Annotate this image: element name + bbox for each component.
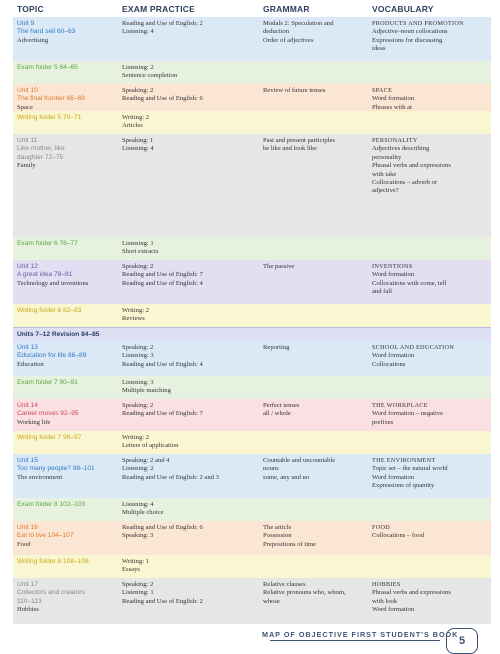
table-row [13, 399, 491, 431]
exam-practice-cell: Writing: 2 Articles [122, 114, 150, 130]
vocabulary-items: Word formation Phrases with at [372, 95, 415, 111]
topic-title: Unit 14 Career moves 92–95 [17, 402, 79, 418]
vocabulary-cell [372, 402, 490, 427]
exam-practice-cell: Listening: 3 Multiple matching [122, 379, 171, 395]
exam-practice-cell: Speaking: 2 Reading and Use of English: 6 [122, 87, 203, 103]
table-row [13, 84, 491, 111]
topic-title: Writing folder 8 108–109 [17, 558, 89, 565]
table-row [13, 134, 491, 237]
page-number: 5 [446, 628, 478, 654]
topic-subtitle: The environment [17, 473, 63, 481]
vocabulary-cell [372, 524, 490, 541]
topic-title: Unit 11 Like mother, like daughter 72–75 [17, 137, 65, 161]
exam-practice-cell: Speaking: 2 Listening: 1 Reading and Use of English: 2 [122, 581, 203, 605]
topic-title: Unit 16 Eat to live 104–107 [17, 524, 74, 540]
table-row [13, 17, 491, 61]
exam-practice-cell: Listening: 2 Sentence completion [122, 64, 178, 80]
vocabulary-items: Adjectives describing personality Phrasal verbs and expressions with take Collocations – adverb or adjective? [372, 145, 451, 195]
topic-title: Unit 15 Too many people? 98–101 [17, 457, 95, 473]
exam-practice-cell: Speaking: 2 Reading and Use of English: 7 [122, 402, 203, 418]
topic-cell [17, 137, 113, 171]
vocabulary-cell [372, 87, 490, 112]
topic-cell [17, 379, 113, 387]
topic-title: Units 7–12 Revision 84–85 [17, 331, 100, 338]
vocabulary-cell [372, 137, 490, 196]
vocabulary-items: Topic set – the natural world Word formation Expressions of quantity [372, 465, 448, 490]
footer-title: MAP OF OBJECTIVE FIRST STUDENT'S BOOK [262, 630, 459, 639]
topic-cell [17, 558, 113, 566]
grammar-cell: Reporting [263, 344, 290, 351]
topic-cell [17, 87, 113, 112]
topic-subtitle: Hobbies [17, 606, 39, 614]
topic-title: Unit 12 A great idea 78–81 [17, 263, 73, 279]
exam-practice-cell: Reading and Use of English: 2 Listening: 4 [122, 20, 203, 36]
topic-title: Exam folder 8 102–103 [17, 501, 86, 508]
grammar-cell: Past and present participles be like and look like [263, 137, 335, 153]
table-row [13, 376, 491, 399]
page-footer [0, 628, 500, 654]
vocabulary-cell [372, 20, 490, 54]
topic-subtitle: Family [17, 162, 36, 170]
topic-subtitle: Education [17, 360, 44, 368]
topic-cell [17, 402, 113, 427]
table-row [13, 237, 491, 260]
table-row [13, 61, 491, 84]
exam-practice-cell: Writing: 2 Letters of application [122, 434, 179, 450]
grammar-cell: Perfect tenses all / whole [263, 402, 300, 418]
topic-title: Exam folder 5 64–65 [17, 64, 78, 71]
vocabulary-heading: PERSONALITY [372, 137, 418, 144]
exam-practice-header: EXAM PRACTICE [122, 4, 195, 14]
topic-cell [17, 344, 113, 369]
topic-cell [17, 457, 113, 482]
vocabulary-heading: FOOD [372, 524, 391, 531]
vocabulary-items: Word formation – negative prefixes [372, 410, 444, 426]
vocabulary-header: VOCABULARY [372, 4, 434, 14]
topic-title: Unit 9 The hard sell 60–63 [17, 20, 76, 36]
topic-cell [17, 307, 113, 315]
vocabulary-heading: HOBBIES [372, 581, 401, 588]
topic-title: Writing folder 5 70–71 [17, 114, 82, 121]
topic-header: TOPIC [17, 4, 44, 14]
topic-cell [17, 434, 113, 442]
table-row [13, 111, 491, 134]
table-row [13, 498, 491, 521]
exam-practice-cell: Reading and Use of English: 6 Speaking: 3 [122, 524, 203, 540]
vocabulary-heading: PRODUCTS AND PROMOTION [372, 20, 464, 27]
exam-practice-cell: Listening: 1 Short extracts [122, 240, 159, 256]
table-row [13, 521, 491, 555]
grammar-cell: Modals 2: Speculation and deduction Order of adjectives [263, 20, 334, 44]
topic-subtitle: Technology and inventions [17, 279, 89, 287]
topic-title: Writing folder 6 82–83 [17, 307, 82, 314]
exam-practice-cell: Listening: 4 Multiple choice [122, 501, 164, 517]
grammar-cell: Review of future tenses [263, 87, 326, 94]
topic-subtitle: Space [17, 103, 33, 111]
vocabulary-items: Adjective–noun collocations Expressions for discussing ideas [372, 28, 448, 53]
exam-practice-cell: Speaking: 2 and 4 Listening: 2 Reading and Use of English: 2 and 3 [122, 457, 219, 481]
topic-subtitle: Working life [17, 418, 51, 426]
topic-cell [17, 263, 113, 288]
vocabulary-cell [372, 263, 490, 297]
topic-cell [17, 524, 113, 549]
topic-cell [17, 331, 113, 339]
grammar-cell: Countable and uncountable nouns some, any and no [263, 457, 336, 481]
topic-title: Exam folder 6 76–77 [17, 240, 78, 247]
exam-practice-cell: Writing: 2 Reviews [122, 307, 150, 323]
grammar-cell: The passive [263, 263, 295, 270]
topic-cell [17, 581, 113, 615]
vocabulary-cell [372, 344, 490, 369]
vocabulary-heading: SPACE [372, 87, 393, 94]
topic-cell [17, 501, 113, 509]
exam-practice-cell: Speaking: 2 Reading and Use of English: 7 Reading and Use of English: 4 [122, 263, 203, 287]
grammar-cell: Relative clauses Relative pronouns who, whom, whose [263, 581, 346, 605]
grammar-cell: The article Possession Prepositions of time [263, 524, 317, 548]
topic-cell [17, 240, 113, 248]
vocabulary-cell [372, 581, 490, 615]
table-row [13, 327, 491, 342]
vocabulary-heading: THE WORKPLACE [372, 402, 428, 409]
table-row [13, 454, 491, 498]
exam-practice-cell: Speaking: 1 Listening: 4 [122, 137, 154, 153]
table-row [13, 431, 491, 454]
vocabulary-items: Collocations – food [372, 532, 425, 540]
topic-title: Writing folder 7 96–97 [17, 434, 82, 441]
table-row [13, 555, 491, 578]
vocabulary-items: Word formation Collocations with come, tell and fall [372, 271, 447, 296]
table-row [13, 578, 491, 624]
footer-rule [270, 640, 440, 641]
topic-cell [17, 64, 113, 72]
table-row [13, 260, 491, 304]
topic-cell [17, 20, 113, 45]
topic-cell [17, 114, 113, 122]
topic-title: Unit 17 Collectors and creators 110–113 [17, 581, 85, 605]
vocabulary-heading: SCHOOL AND EDUCATION [372, 344, 455, 351]
topic-title: Exam folder 7 90–91 [17, 379, 78, 386]
vocabulary-heading: THE ENVIRONMENT [372, 457, 436, 464]
vocabulary-items: Phrasal verbs and expressions with look Word formation [372, 589, 451, 614]
topic-title: Unit 10 The final frontier 66–69 [17, 87, 85, 103]
vocabulary-cell [372, 457, 490, 491]
exam-practice-cell: Writing: 1 Essays [122, 558, 150, 574]
table-row [13, 304, 491, 327]
topic-subtitle: Food [17, 540, 31, 548]
grammar-header: GRAMMAR [263, 4, 310, 14]
topic-title: Unit 13 Education for life 86–89 [17, 344, 87, 360]
table-row [13, 341, 491, 376]
topic-subtitle: Advertising [17, 36, 49, 44]
exam-practice-cell: Speaking: 2 Listening: 3 Reading and Use of English: 4 [122, 344, 203, 368]
vocabulary-heading: INVENTIONS [372, 263, 413, 270]
table-header [0, 0, 500, 16]
vocabulary-items: Word formation Collocations [372, 352, 415, 368]
